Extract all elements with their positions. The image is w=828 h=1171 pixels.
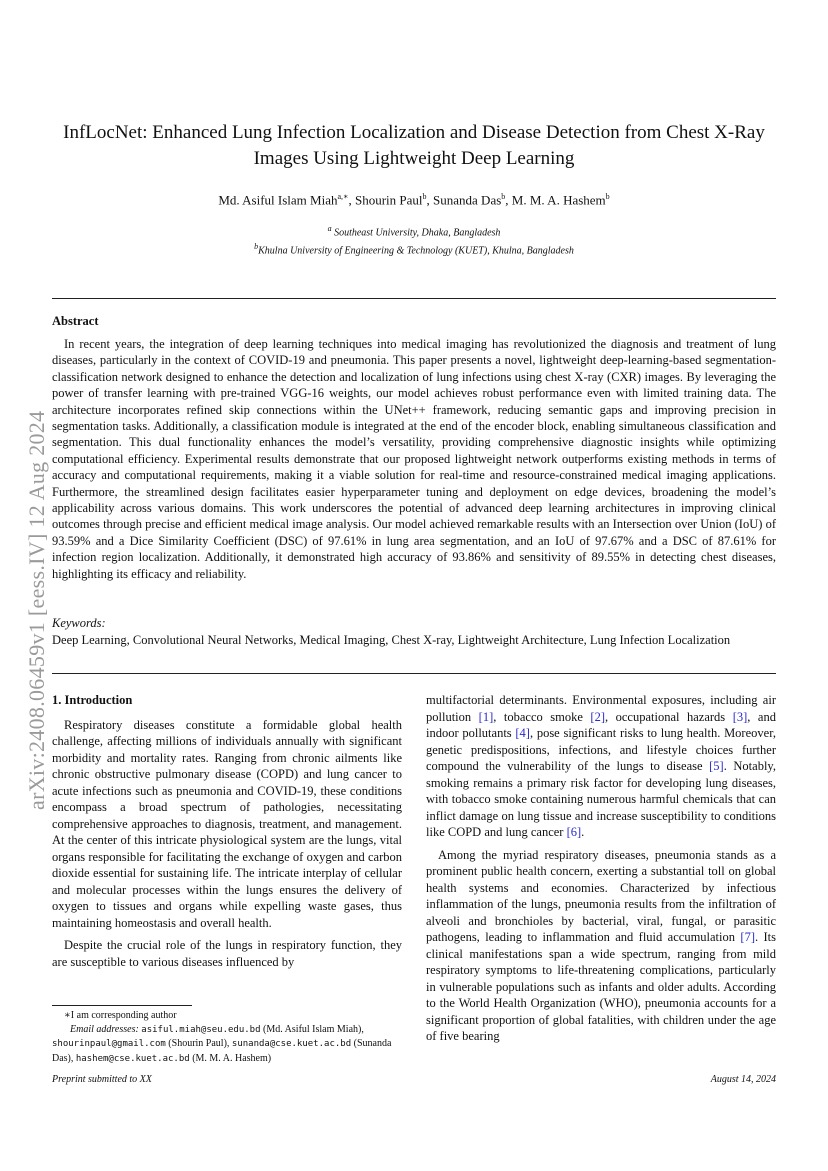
- author-affiliation-mark: a,∗: [337, 192, 349, 201]
- affiliation-list: [52, 222, 776, 259]
- keywords-list: Deep Learning, Convolutional Neural Networks, Medical Imaging, Chest X-ray, Lightweight Architecture, Lung Infection Localization: [52, 633, 731, 647]
- citation-link[interactable]: [6]: [566, 825, 582, 839]
- email-link[interactable]: hashem@cse.kuet.ac.bd: [75, 1053, 190, 1064]
- abstract-heading: Abstract: [52, 314, 99, 328]
- citation-link[interactable]: [2]: [590, 709, 605, 724]
- section-heading: 1. Introduction: [52, 693, 133, 707]
- citation-link[interactable]: [4]: [515, 726, 530, 740]
- affiliation: $^b$Khulna University of Engineering & Technology (KUET), Khulna, Bangladesh: [254, 242, 574, 257]
- author-name: Md. Asiful Islam Miah: [218, 192, 338, 208]
- email-link[interactable]: asiful.miah@seu.edu.bd: [141, 1024, 261, 1035]
- email-link[interactable]: shourinpaul@gmail.com: [52, 1039, 166, 1049]
- author-affiliation-mark: b: [501, 192, 506, 201]
- author-list: Md. Asiful Islam Miah$^{a,∗}$, Shourin Paul$^b$, Sunanda Das$^b$, M. M. A. Hashem$^b$: [218, 192, 610, 208]
- keywords-heading: Keywords:: [52, 616, 106, 630]
- footnote: [52, 1009, 402, 1066]
- author-name: Sunanda Das: [433, 192, 502, 208]
- citation-link[interactable]: [7]: [740, 930, 755, 944]
- arxiv-identifier-stamp: arXiv:2408.06459v1 [eess.IV] 12 Aug 2024: [24, 410, 49, 810]
- date-note: August 14, 2024: [710, 1074, 776, 1085]
- body-paragraph: Despite the crucial role of the lungs in respiratory function, they are susceptible to various diseases influenced by: [52, 938, 402, 969]
- body-paragraph: Respiratory diseases constitute a formidable global health challenge, affecting millions of individuals annually with significant morbidity and mortality rates. Ranging from chronic ailments like chronic obstructive pulmonary disease (COPD) and lung cancer to acute infections such as pneumonia and COVID-19, these conditions encompass a broad spectrum of pathologies, necessitating comprehensive approaches to diagnosis, treatment, and management. At the center of this intricate physiological system are the lungs, vital organs responsible for facilitating the exchange of oxygen and carbon dioxide essential for sustaining life. The intricate interplay of cellular and molecular processes within the lungs ensures the delivery of oxygen to tissues and organs while expelling waste gases, thus maintaining homeostasis and overall health.: [52, 717, 402, 930]
- author-name: M. M. A. Hashem: [511, 192, 606, 208]
- paper-title: InfLocNet: Enhanced Lung Infection Localization and Disease Detection from Chest X-Ray Images Using Lightweight Deep Learning: [63, 122, 765, 169]
- corresponding-author-note: ∗I am corresponding author: [64, 1010, 177, 1021]
- preprint-note: Preprint submitted to XX: [52, 1074, 152, 1085]
- body-paragraph: Among the myriad respiratory diseases, pneumonia stands as a prominent public health concern, exerting a substantial toll on global health systems and economies. Characterized by infectious inflammation of the lungs, pneumonia results from the infiltration of alveoli and bronchioles by bacterial, viral, fungal, or parasitic pathogens, leading to inflammation and fluid accumulation [7]. Its clinical manifestations span a wide spectrum, ranging from mild respiratory symptoms to life-threatening complications, particularly in vulnerable populations such as infants and older adults. According to the World Health Organization (WHO), pneumonia accounts for a significant proportion of global fatalities, with children under the age of five bearing: [426, 847, 776, 1043]
- abstract-text: In recent years, the integration of deep learning techniques into medical imaging has revolutionized the diagnosis and treatment of lung diseases, particularly in the context of COVID-19 and pneumonia. This paper presents a novel, lightweight deep-learning-based segmentation-classification network designed to enhance the detection and localization of lung infections using chest X-ray (CXR) images. By leveraging the power of transfer learning with pre-trained VGG-16 weights, our model achieves robust performance even with limited training data. The architecture incorporates refined skip connections within the UNet++ framework, reducing semantic gaps and improving precision in segmentation tasks. Additionally, a classification module is integrated at the end of the encoder block, enabling simultaneous classification and segmentation. This dual functionality enhances the model’s versatility, providing comprehensive diagnostic insights while optimizing computational efficiency. Experimental results demonstrate that our proposed lightweight network outperforms existing methods in terms of accuracy and computational requirements, making it a viable solution for real-time and resource-constrained medical imaging applications. Furthermore, the streamlined design facilitates easier hyperparameter tuning and deployment on edge devices, broadening the model’s applicability across various domains. This work underscores the potential of advanced deep learning architectures in improving clinical outcomes through precise and efficient medical image analysis. Our model achieved remarkable results with an Intersection over Union (IoU) of 93.59% and a Dice Similarity Coefficient (DSC) of 97.61% in lung area segmentation, and an IoU of 97.67% and a DSC of 87.61% for infection region localization. Additionally, it demonstrated high accuracy of 93.86% and sensitivity of 89.55% in detecting chest diseases, highlighting its efficacy and reliability.: [52, 337, 776, 581]
- header-divider: [52, 298, 776, 299]
- author-affiliation-mark: b: [422, 192, 427, 201]
- email-addresses: Email addresses: asiful.miah@seu.edu.bd (Md. Asiful Islam Miah), shourinpaul@gmail.com (Shourin Paul), sunanda@cse.kuet.ac.bd (Sunanda Das), hashem@cse.kuet.ac.bd (M. M. A. Hashem): [52, 1023, 392, 1064]
- author-name: Shourin Paul: [354, 192, 423, 208]
- author-affiliation-mark: b: [605, 192, 610, 201]
- right-column: [426, 692, 776, 1051]
- abstract-divider: [52, 673, 776, 674]
- affiliation: $^a$ Southeast University, Dhaka, Bangladesh: [327, 224, 501, 239]
- citation-link[interactable]: [5]: [709, 759, 724, 773]
- footnote-rule: [52, 1005, 192, 1006]
- email-link[interactable]: sunanda@cse.kuet.ac.bd: [231, 1039, 352, 1049]
- body-paragraph: multifactorial determinants. Environmental exposures, including air pollution [1], tobacco smoke [2], occupational hazards [3], and indoor pollutants [4], pose significant risks to lung health. Moreover, genetic predispositions, infections, and lifestyle choices further compound the vulnerability of the lungs to disease [5]. Notably, smoking remains a primary risk factor for developing lung diseases, with tobacco smoke containing numerous harmful chemicals that can inflict damage on lung tissue and increase susceptibility to conditions like COPD and lung cancer [6].: [426, 693, 776, 839]
- citation-link[interactable]: [1]: [478, 709, 494, 724]
- left-column: [52, 692, 402, 976]
- citation-link[interactable]: [3]: [732, 709, 748, 724]
